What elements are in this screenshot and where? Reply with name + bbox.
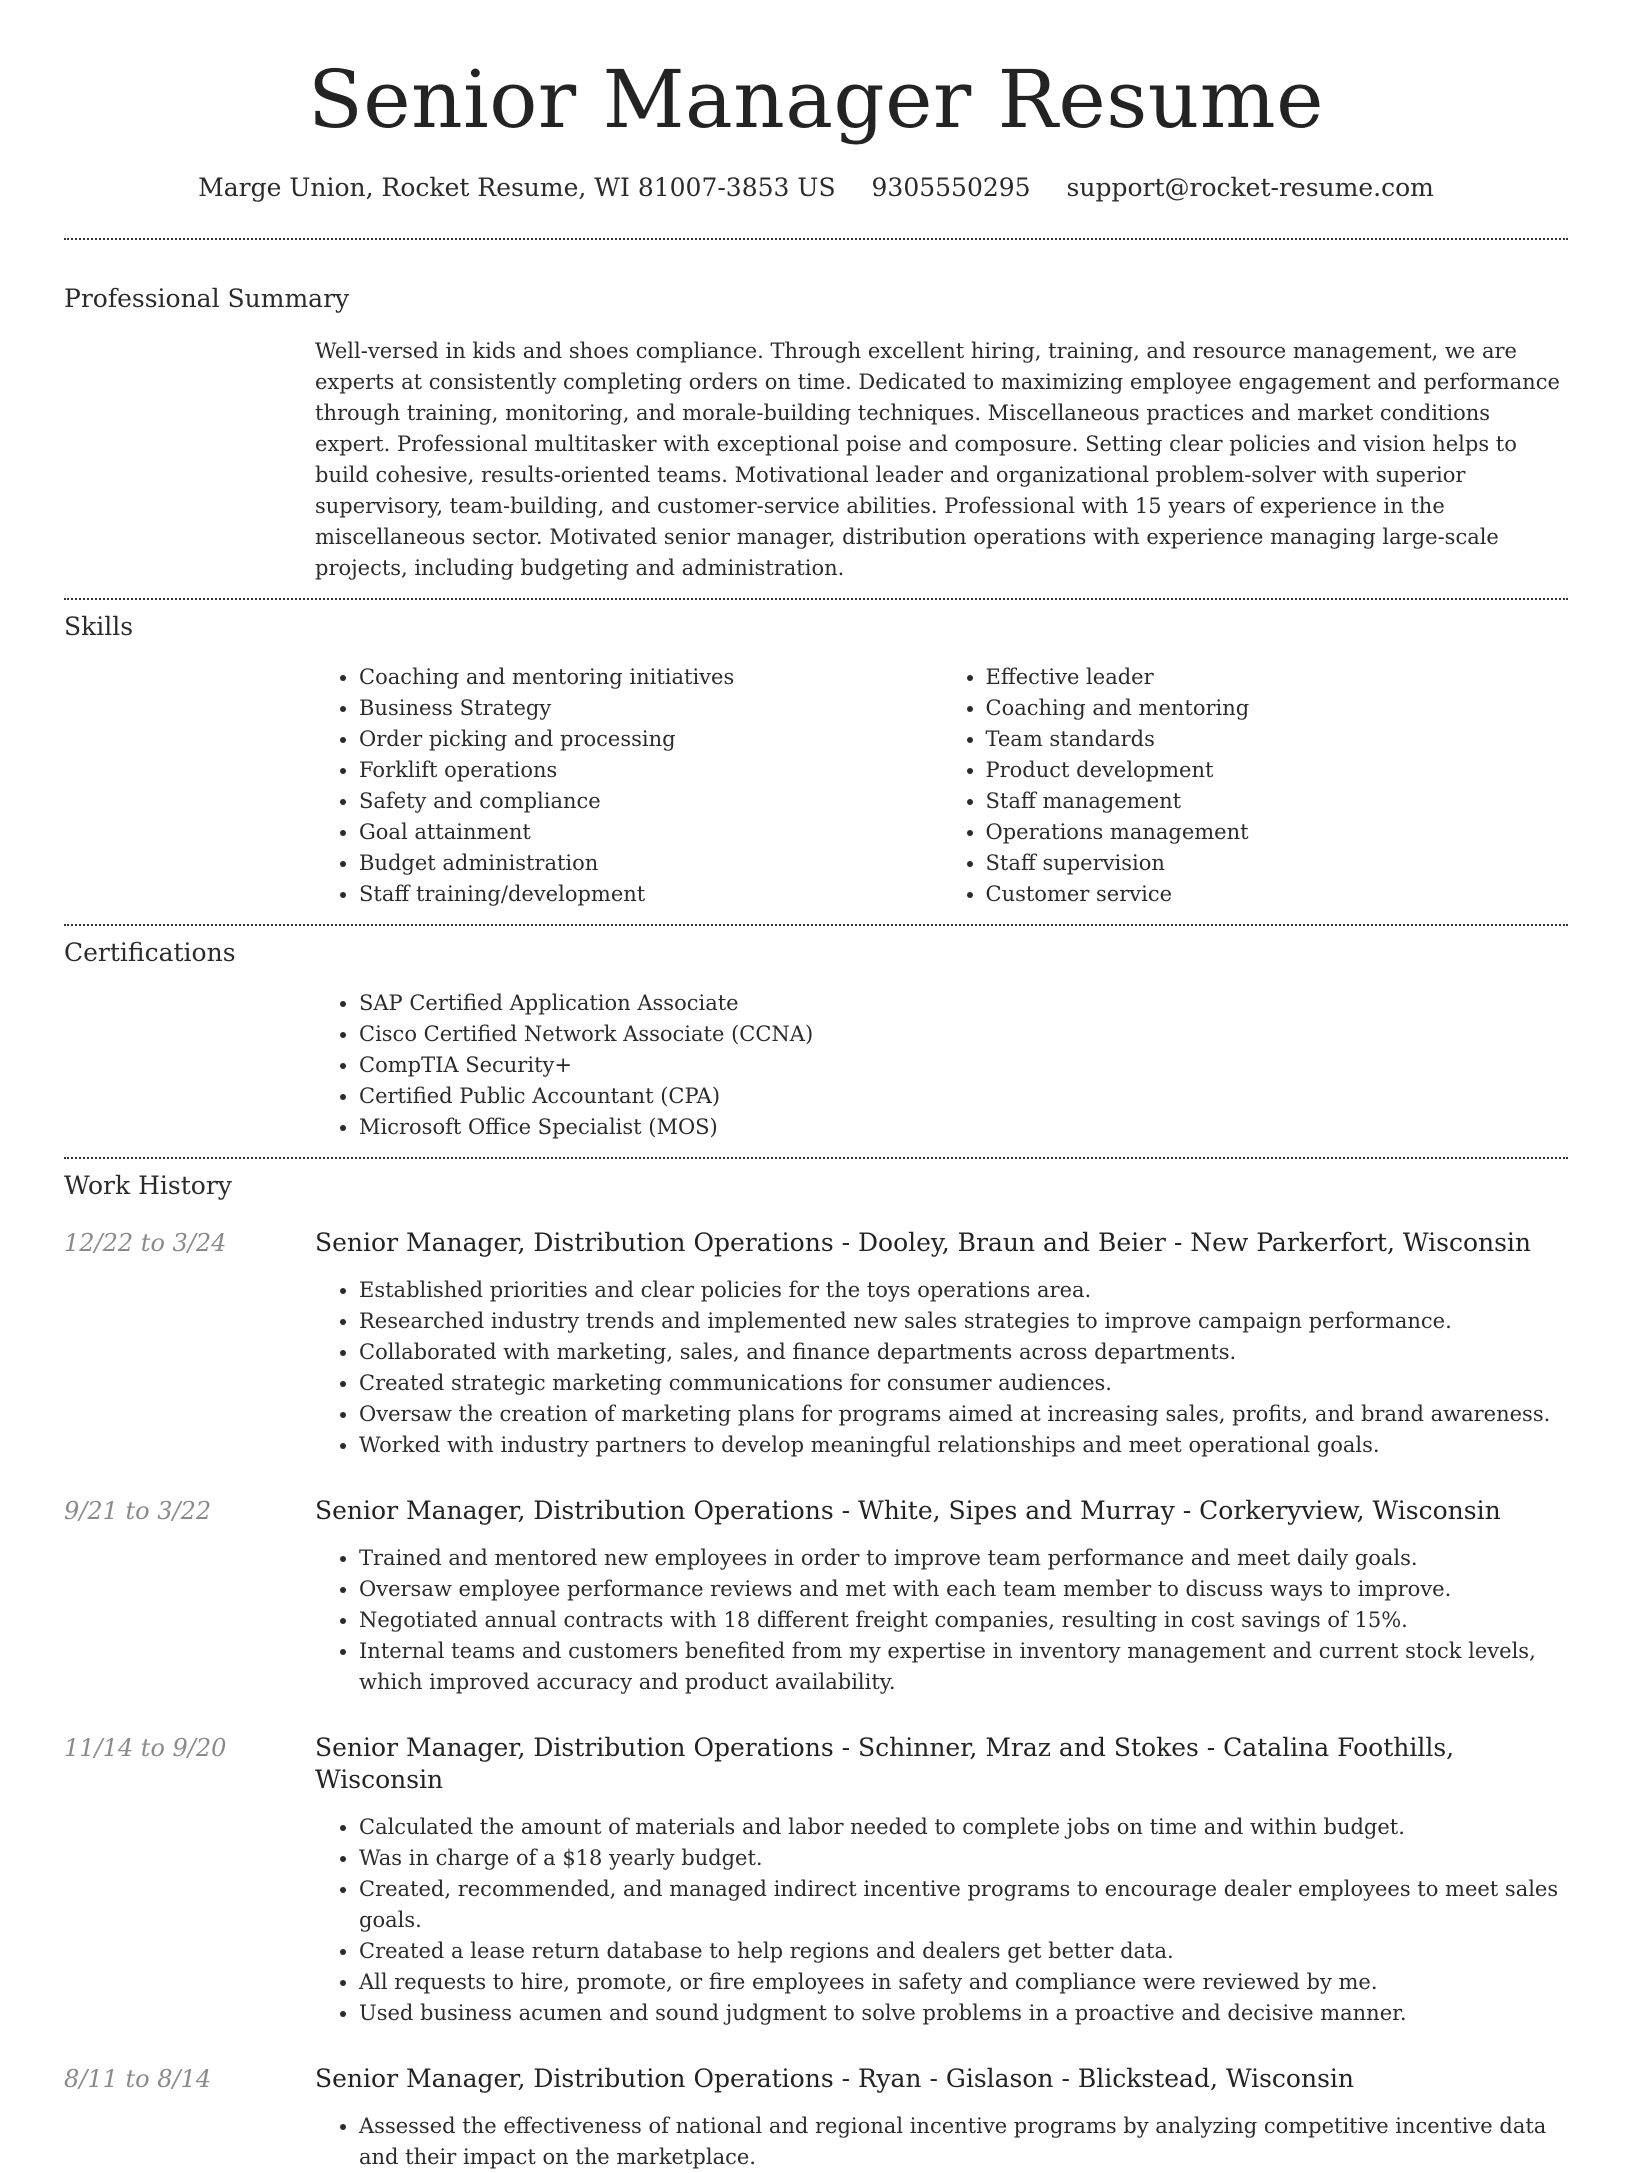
list-item: • Oversaw the creation of marketing plans for programs aimed at increasing sales, profits, and brand awareness. — [359, 1399, 1568, 1430]
job-title: Senior Manager, Distribution Operations - Ryan - Gislason - Blickstead, Wisconsin — [315, 2064, 1355, 2093]
list-item: • Staff supervision — [986, 848, 1569, 879]
job-dates: 12/22 to 3/24 — [64, 1229, 227, 1257]
list-item: • All requests to hire, promote, or fire employees in safety and compliance were reviewed by me. — [359, 1967, 1568, 1998]
list-item: • Effective leader — [986, 662, 1569, 693]
list-item: • Calculated the amount of materials and labor needed to complete jobs on time and within budget. — [359, 1812, 1568, 1843]
list-item: • Oversaw employee performance reviews and met with each team member to discuss ways to improve. — [359, 1574, 1568, 1605]
list-item: • CompTIA Security+ — [359, 1050, 1568, 1081]
list-item: • Order picking and processing — [359, 724, 942, 755]
contact-phone: 9305550295 — [871, 173, 1031, 202]
list-item: • Collaborated with marketing, sales, and finance departments across departments. — [359, 1337, 1568, 1368]
job-title: Senior Manager, Distribution Operations - Schinner, Mraz and Stokes - Catalina Foothills, Wisconsin — [315, 1733, 1455, 1794]
list-item: • Certified Public Accountant (CPA) — [359, 1081, 1568, 1112]
list-item: • Operations management — [986, 817, 1569, 848]
job-dates: 8/11 to 8/14 — [64, 2065, 212, 2093]
divider — [64, 924, 1568, 926]
job-title: Senior Manager, Distribution Operations - Dooley, Braun and Beier - New Parkerfort, Wisconsin — [315, 1228, 1532, 1257]
list-item: • Used business acumen and sound judgment to solve problems in a proactive and decisive manner. — [359, 1998, 1568, 2029]
list-item: • Customer service — [986, 879, 1569, 910]
list-item: • Worked with industry partners to develop meaningful relationships and meet operational goals. — [359, 1430, 1568, 1461]
list-item: • Established priorities and clear policies for the toys operations area. — [359, 1275, 1568, 1306]
job-entry — [64, 1732, 1568, 2029]
list-item: • Assessed the effectiveness of national and regional incentive programs by analyzing competitive incentive data and their impact on the marketplace. — [359, 2111, 1568, 2173]
contact-line — [64, 172, 1568, 204]
list-item: • Team standards — [986, 724, 1569, 755]
section-heading-skills: Skills — [64, 612, 134, 641]
divider — [64, 1157, 1568, 1159]
list-item: • Created a lease return database to help regions and dealers get better data. — [359, 1936, 1568, 1967]
resume-page — [64, 0, 1568, 2173]
list-item: • Researched industry trends and implemented new sales strategies to improve campaign performance. — [359, 1306, 1568, 1337]
job-dates: 11/14 to 9/20 — [64, 1734, 227, 1762]
resume-title: Senior Manager Resume — [307, 53, 1324, 146]
job-entry — [64, 1495, 1568, 1698]
list-item: • Created strategic marketing communications for consumer audiences. — [359, 1368, 1568, 1399]
list-item: • Forklift operations — [359, 755, 942, 786]
job-entry — [64, 2063, 1568, 2173]
job-title: Senior Manager, Distribution Operations - White, Sipes and Murray - Corkeryview, Wisconsin — [315, 1496, 1501, 1525]
job-bullets — [315, 1812, 1568, 2029]
skills-column-right — [942, 662, 1569, 910]
list-item: • Created, recommended, and managed indirect incentive programs to encourage dealer employees to meet sales goals. — [359, 1874, 1568, 1936]
list-item: • Goal attainment — [359, 817, 942, 848]
list-item: • Negotiated annual contracts with 18 different freight companies, resulting in cost savings of 15%. — [359, 1605, 1568, 1636]
list-item: • Cisco Certified Network Associate (CCNA) — [359, 1019, 1568, 1050]
job-bullets — [315, 1275, 1568, 1461]
list-item: • Microsoft Office Specialist (MOS) — [359, 1112, 1568, 1143]
job-dates: 9/21 to 3/22 — [64, 1497, 212, 1525]
list-item: • Business Strategy — [359, 693, 942, 724]
list-item: • Was in charge of a $18 yearly budget. — [359, 1843, 1568, 1874]
job-bullets — [315, 2111, 1568, 2173]
skills-column-left — [315, 662, 942, 910]
skills-list — [315, 662, 1568, 910]
list-item: • SAP Certified Application Associate — [359, 988, 1568, 1019]
section-heading-summary: Professional Summary — [64, 284, 350, 313]
list-item: • Product development — [986, 755, 1569, 786]
divider — [64, 598, 1568, 600]
list-item: • Coaching and mentoring — [986, 693, 1569, 724]
job-bullets — [315, 1543, 1568, 1698]
list-item: • Internal teams and customers benefited from my expertise in inventory management and current stock levels, which improved accuracy and product availability. — [359, 1636, 1568, 1698]
contact-email: support@rocket-resume.com — [1066, 173, 1434, 202]
list-item: • Staff management — [986, 786, 1569, 817]
divider — [64, 238, 1568, 240]
section-heading-certifications: Certifications — [64, 938, 236, 967]
certifications-list — [315, 988, 1568, 1143]
list-item: • Coaching and mentoring initiatives — [359, 662, 942, 693]
job-entry — [64, 1227, 1568, 1461]
list-item: • Trained and mentored new employees in order to improve team performance and meet daily goals. — [359, 1543, 1568, 1574]
contact-address: Marge Union, Rocket Resume, WI 81007-3853 US — [198, 173, 836, 202]
list-item: • Staff training/development — [359, 879, 942, 910]
list-item: • Safety and compliance — [359, 786, 942, 817]
summary-text: Well-versed in kids and shoes compliance. Through excellent hiring, training, and resource management, we are experts at consistently completing orders on time. Dedicated to maximizing employee engagement and performance through training, monitoring, and morale-building techniques. Miscellaneous practices and market conditions expert. Professional multitasker with exceptional poise and composure. Setting clear policies and vision helps to build cohesive, results-oriented teams. Motivational leader and organizational problem-solver with superior supervisory, team-building, and customer-service abilities. Professional with 15 years of experience in the miscellaneous sector. Motivated senior manager, distribution operations with experience managing large-scale projects, including budgeting and administration. — [315, 339, 1560, 580]
list-item: • Budget administration — [359, 848, 942, 879]
section-heading-work-history: Work History — [64, 1171, 232, 1200]
